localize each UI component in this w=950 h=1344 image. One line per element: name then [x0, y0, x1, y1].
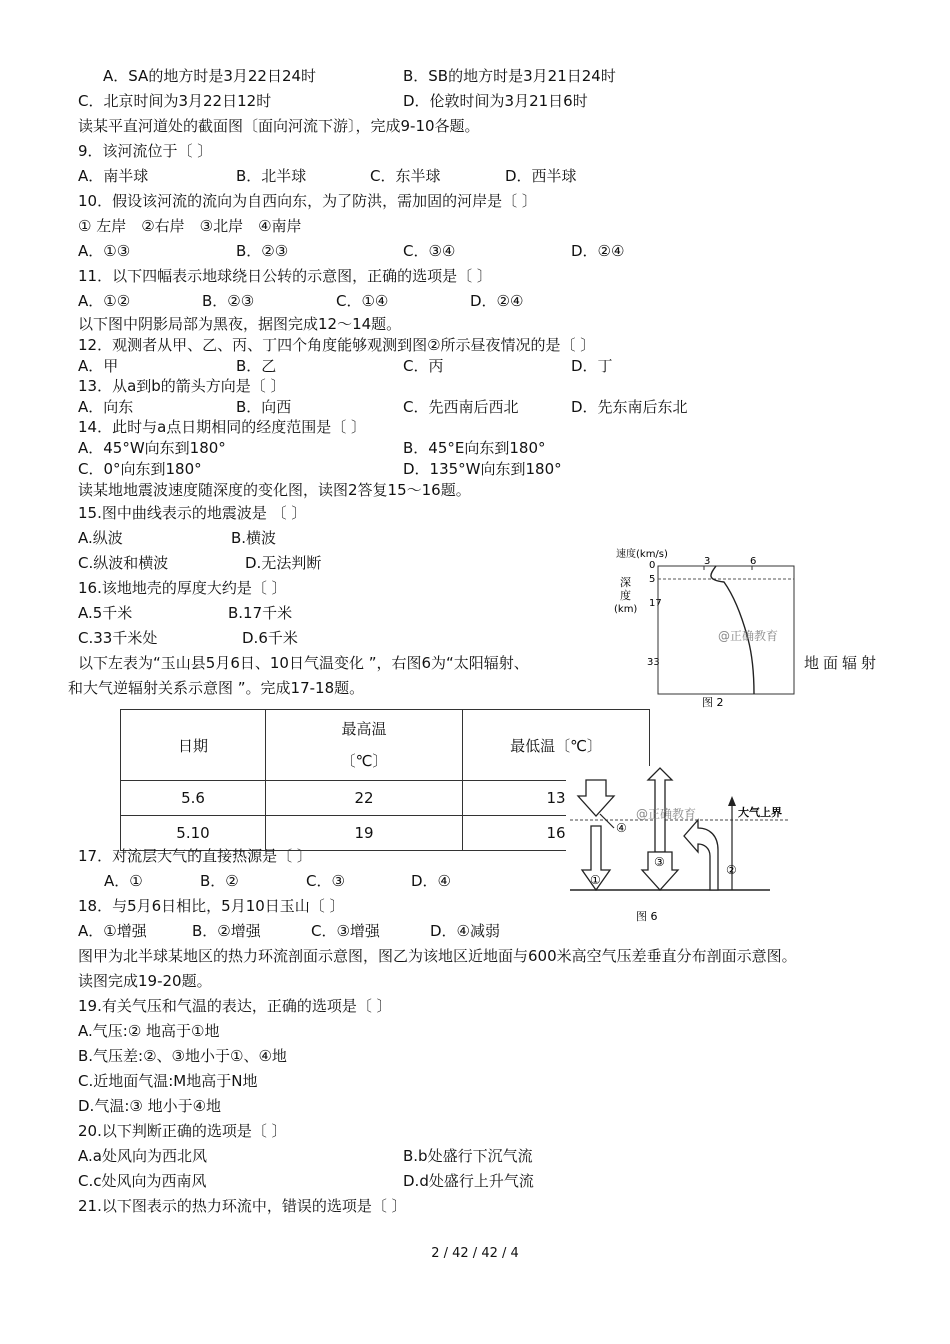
text-line: 16.该地地壳的厚度大约是〔 〕	[78, 579, 287, 597]
text-line: 读某平直河道处的截面图〔面向河流下游〕，完成9-10各题。	[78, 117, 480, 135]
text-line: A．①	[104, 872, 143, 890]
text-line: B．北半球	[236, 167, 307, 185]
text-line: C．先西南后西北	[403, 398, 519, 416]
text-line: A.5千米	[78, 604, 133, 622]
table-cell-low: 13	[463, 781, 650, 816]
text-line: A．SA的地方时是3月22日24时	[103, 67, 317, 85]
text-line: B.b处盛行下沉气流	[403, 1147, 533, 1165]
text-line: 20.以下判断正确的选项是〔 〕	[78, 1122, 287, 1140]
text-line: 17．对流层大气的直接热源是〔 〕	[78, 847, 312, 865]
text-line: A．①增强	[78, 922, 147, 940]
text-line: D.气温:③ 地小于④地	[78, 1097, 222, 1115]
text-line: A.a处风向为西北风	[78, 1147, 207, 1165]
text-line: D．伦敦时间为3月21日6时	[403, 92, 588, 110]
text-line: C．③	[306, 872, 345, 890]
text-line: C．东半球	[370, 167, 441, 185]
text-line: C.33千米处	[78, 629, 158, 647]
text-line: B.横波	[231, 529, 277, 547]
text-line: A．①②	[78, 292, 131, 310]
text-line: B．向西	[236, 398, 292, 416]
text-line: 12．观测者从甲、乙、丙、丁四个角度能够观测到图②所示昼夜情况的是〔 〕	[78, 336, 596, 354]
text-line: B.气压差:②、③地小于①、④地	[78, 1047, 287, 1065]
text-line: B．②③	[202, 292, 255, 310]
figure-caption: 图 2	[702, 696, 724, 709]
text-line: B．②增强	[192, 922, 261, 940]
text-line: D.无法判断	[245, 554, 322, 572]
text-line: 11．以下四幅表示地球绕日公转的示意图，正确的选项是〔 〕	[78, 267, 492, 285]
text-line: B．SB的地方时是3月21日24时	[403, 67, 616, 85]
depth-tick-0: 0	[649, 560, 656, 571]
text-line: B．②	[200, 872, 239, 890]
text-line: A．南半球	[78, 167, 149, 185]
text-line: D．135°W向东到180°	[403, 460, 562, 478]
text-line: C．③增强	[311, 922, 380, 940]
depth-tick-17: 17	[649, 598, 662, 609]
atmosphere-top-label: 大气上界	[738, 806, 782, 819]
text-line: C．①④	[336, 292, 389, 310]
text-line: A.纵波	[78, 529, 123, 547]
table-cell-low: 16	[463, 816, 650, 851]
text-line: A.气压:② 地高于①地	[78, 1022, 220, 1040]
text-line: C.纵波和横波	[78, 554, 169, 572]
text-line: C．0°向东到180°	[78, 460, 202, 478]
text-line: D．④减弱	[430, 922, 500, 940]
depth-tick-33: 33	[647, 657, 660, 668]
text-line: D．西半球	[505, 167, 577, 185]
figure-caption: 图 6	[636, 910, 658, 923]
text-line: 15.图中曲线表示的地震波是 〔 〕	[78, 504, 307, 522]
table-cell-high: 22	[266, 781, 463, 816]
table-cell-high: 19	[266, 816, 463, 851]
text-line: D．④	[411, 872, 451, 890]
page-footer: 2 / 42 / 42 / 4	[431, 1246, 519, 1261]
depth-axis-label-1: 深	[620, 576, 631, 589]
table-header-high-unit: 〔℃〕	[340, 752, 388, 770]
speed-axis-label: 速度(km/s)	[616, 549, 668, 560]
seismic-wave-figure	[606, 544, 806, 709]
text-line: 读某地地震波速度随深度的变化图，读图2答复15～16题。	[78, 481, 471, 499]
text-line: A．①③	[78, 242, 131, 260]
text-line: D．②④	[571, 242, 625, 260]
text-line: C．③④	[403, 242, 456, 260]
table-header-high	[266, 710, 463, 781]
table-cell-date: 5.6	[121, 781, 266, 816]
depth-tick-5: 5	[649, 574, 656, 585]
text-line: 13．从a到b的箭头方向是〔 〕	[78, 377, 286, 395]
table-cell-date: 5.10	[121, 816, 266, 851]
table-header-date: 日期	[121, 710, 266, 781]
depth-axis-label-2: 度	[620, 589, 631, 602]
text-line: 和大气逆辐射关系示意图 ”。完成17-18题。	[68, 679, 365, 697]
text-line: 19.有关气压和气温的表达，正确的选项是〔 〕	[78, 997, 392, 1015]
radiation-figure	[566, 766, 790, 922]
text-line: A．甲	[78, 357, 119, 375]
text-line: 18．与5月6日相比，5月10日玉山〔 〕	[78, 897, 345, 915]
text-line: 地面辐射	[804, 654, 881, 672]
text-line: D.d处盛行上升气流	[403, 1172, 534, 1190]
text-line: 以下左表为“玉山县5月6日、10日气温变化 ”，右图6为“太阳辐射、	[78, 654, 529, 672]
table-header-low: 最低温〔℃〕	[463, 710, 650, 781]
depth-axis-label-3: (km)	[614, 604, 638, 615]
text-line: D．先东南后东北	[571, 398, 688, 416]
label-1: ①	[590, 873, 601, 887]
label-4: ④	[616, 821, 627, 835]
text-line: 以下图中阴影局部为黑夜，据图完成12～14题。	[78, 315, 402, 333]
text-line: D．②④	[470, 292, 524, 310]
text-line: 9．该河流位于〔 〕	[78, 142, 213, 160]
figure-watermark: @正确教育	[636, 807, 697, 821]
text-line: C.c处风向为西南风	[78, 1172, 207, 1190]
table-header-high-label: 最高温	[341, 720, 387, 738]
speed-tick-3: 3	[704, 556, 711, 567]
text-line: D．丁	[571, 357, 613, 375]
text-line: A．向东	[78, 398, 134, 416]
text-line: B.17千米	[228, 604, 293, 622]
text-line: C．丙	[403, 357, 444, 375]
label-2: ②	[726, 863, 737, 877]
text-line: B．②③	[236, 242, 289, 260]
text-line: D.6千米	[242, 629, 298, 647]
text-line: 14．此时与a点日期相同的经度范围是〔 〕	[78, 418, 367, 436]
text-line: B．45°E向东到180°	[403, 439, 546, 457]
text-line: ① 左岸 ②右岸 ③北岸 ④南岸	[78, 217, 302, 235]
text-line: 21.以下图表示的热力环流中，错误的选项是〔 〕	[78, 1197, 407, 1215]
speed-tick-6: 6	[750, 556, 757, 567]
label-3: ③	[654, 855, 665, 869]
text-line: B．乙	[236, 357, 277, 375]
text-line: 读图完成19-20题。	[78, 972, 212, 990]
text-line: C．北京时间为3月22日12时	[78, 92, 272, 110]
text-line: A．45°W向东到180°	[78, 439, 226, 457]
text-line: 图甲为北半球某地区的热力环流剖面示意图，图乙为该地区近地面与600米高空气压差垂直分布剖面示意图。	[78, 947, 797, 965]
text-line: C.近地面气温:M地高于N地	[78, 1072, 258, 1090]
figure-watermark: @正确教育	[718, 629, 779, 643]
text-line: 10．假设该河流的流向为自西向东，为了防洪，需加固的河岸是〔 〕	[78, 192, 537, 210]
